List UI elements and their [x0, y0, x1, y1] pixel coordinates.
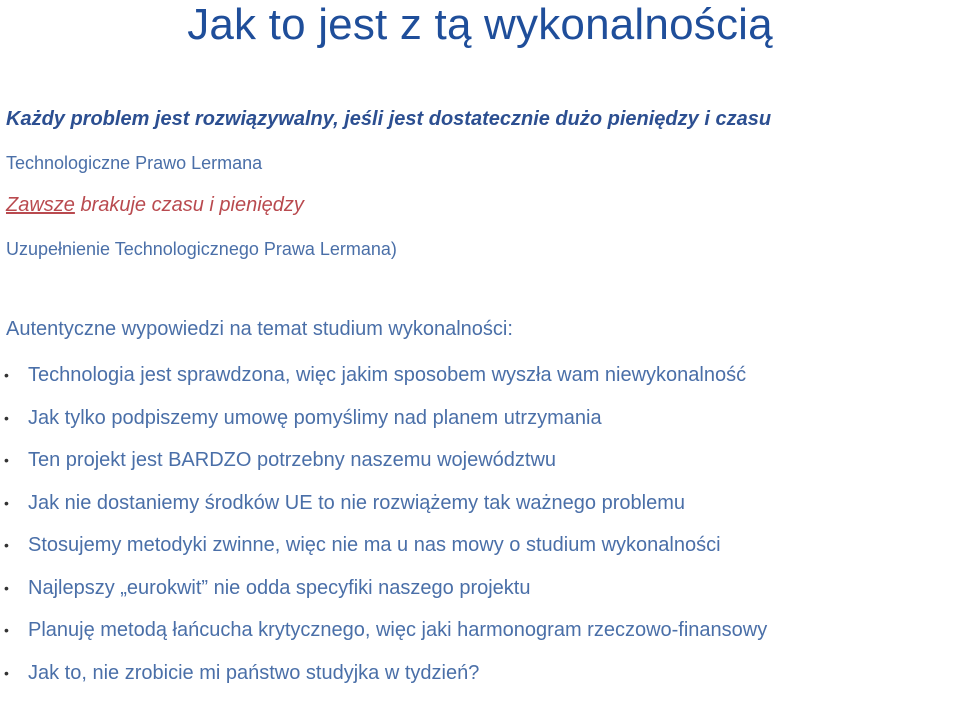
- bullet-dot-icon: •: [4, 532, 9, 558]
- bullet-dot-icon: •: [4, 575, 9, 601]
- section-heading: Autentyczne wypowiedzi na temat studium wykonalności:: [6, 318, 513, 340]
- list-item: [0, 532, 767, 575]
- list-item: [0, 405, 767, 448]
- bullet-text: Najlepszy „eurokwit” nie odda specyfiki naszego projektu: [28, 577, 530, 599]
- bullet-list: [0, 362, 767, 702]
- list-item: [0, 490, 767, 533]
- bullet-dot-icon: •: [4, 490, 9, 516]
- bullet-dot-icon: •: [4, 617, 9, 643]
- list-item: [0, 617, 767, 660]
- bullet-text: Jak to, nie zrobicie mi państwo studyjka w tydzień?: [28, 662, 479, 684]
- page-title: Jak to jest z tą wykonalnością: [0, 2, 960, 48]
- bullet-text: Ten projekt jest BARDZO potrzebny naszemu województwu: [28, 449, 556, 471]
- quote2-text: brakuje czasu i pieniędzy: [75, 194, 304, 216]
- bullet-dot-icon: •: [4, 405, 9, 431]
- bullet-text: Technologia jest sprawdzona, więc jakim sposobem wyszła wam niewykonalność: [28, 364, 746, 386]
- list-item: [0, 575, 767, 618]
- list-item: [0, 362, 767, 405]
- list-item: [0, 447, 767, 490]
- law2-attribution: Uzupełnienie Technologicznego Prawa Lermana): [6, 238, 397, 260]
- bullet-text: Planuję metodą łańcucha krytycznego, więc jaki harmonogram rzeczowo-finansowy: [28, 619, 767, 641]
- list-item: [0, 660, 767, 702]
- quote-line: Każdy problem jest rozwiązywalny, jeśli jest dostatecznie dużo pieniędzy i czasu: [6, 108, 771, 130]
- law-attribution: Technologiczne Prawo Lermana: [6, 152, 262, 174]
- quote2-emphasis: Zawsze: [6, 194, 75, 216]
- bullet-text: Stosujemy metodyki zwinne, więc nie ma u nas mowy o studium wykonalności: [28, 534, 721, 556]
- bullet-dot-icon: •: [4, 447, 9, 473]
- bullet-dot-icon: •: [4, 660, 9, 686]
- quote2-line: [6, 194, 304, 216]
- bullet-text: Jak tylko podpiszemy umowę pomyślimy nad planem utrzymania: [28, 407, 602, 429]
- bullet-text: Jak nie dostaniemy środków UE to nie rozwiążemy tak ważnego problemu: [28, 492, 685, 514]
- bullet-dot-icon: •: [4, 362, 9, 388]
